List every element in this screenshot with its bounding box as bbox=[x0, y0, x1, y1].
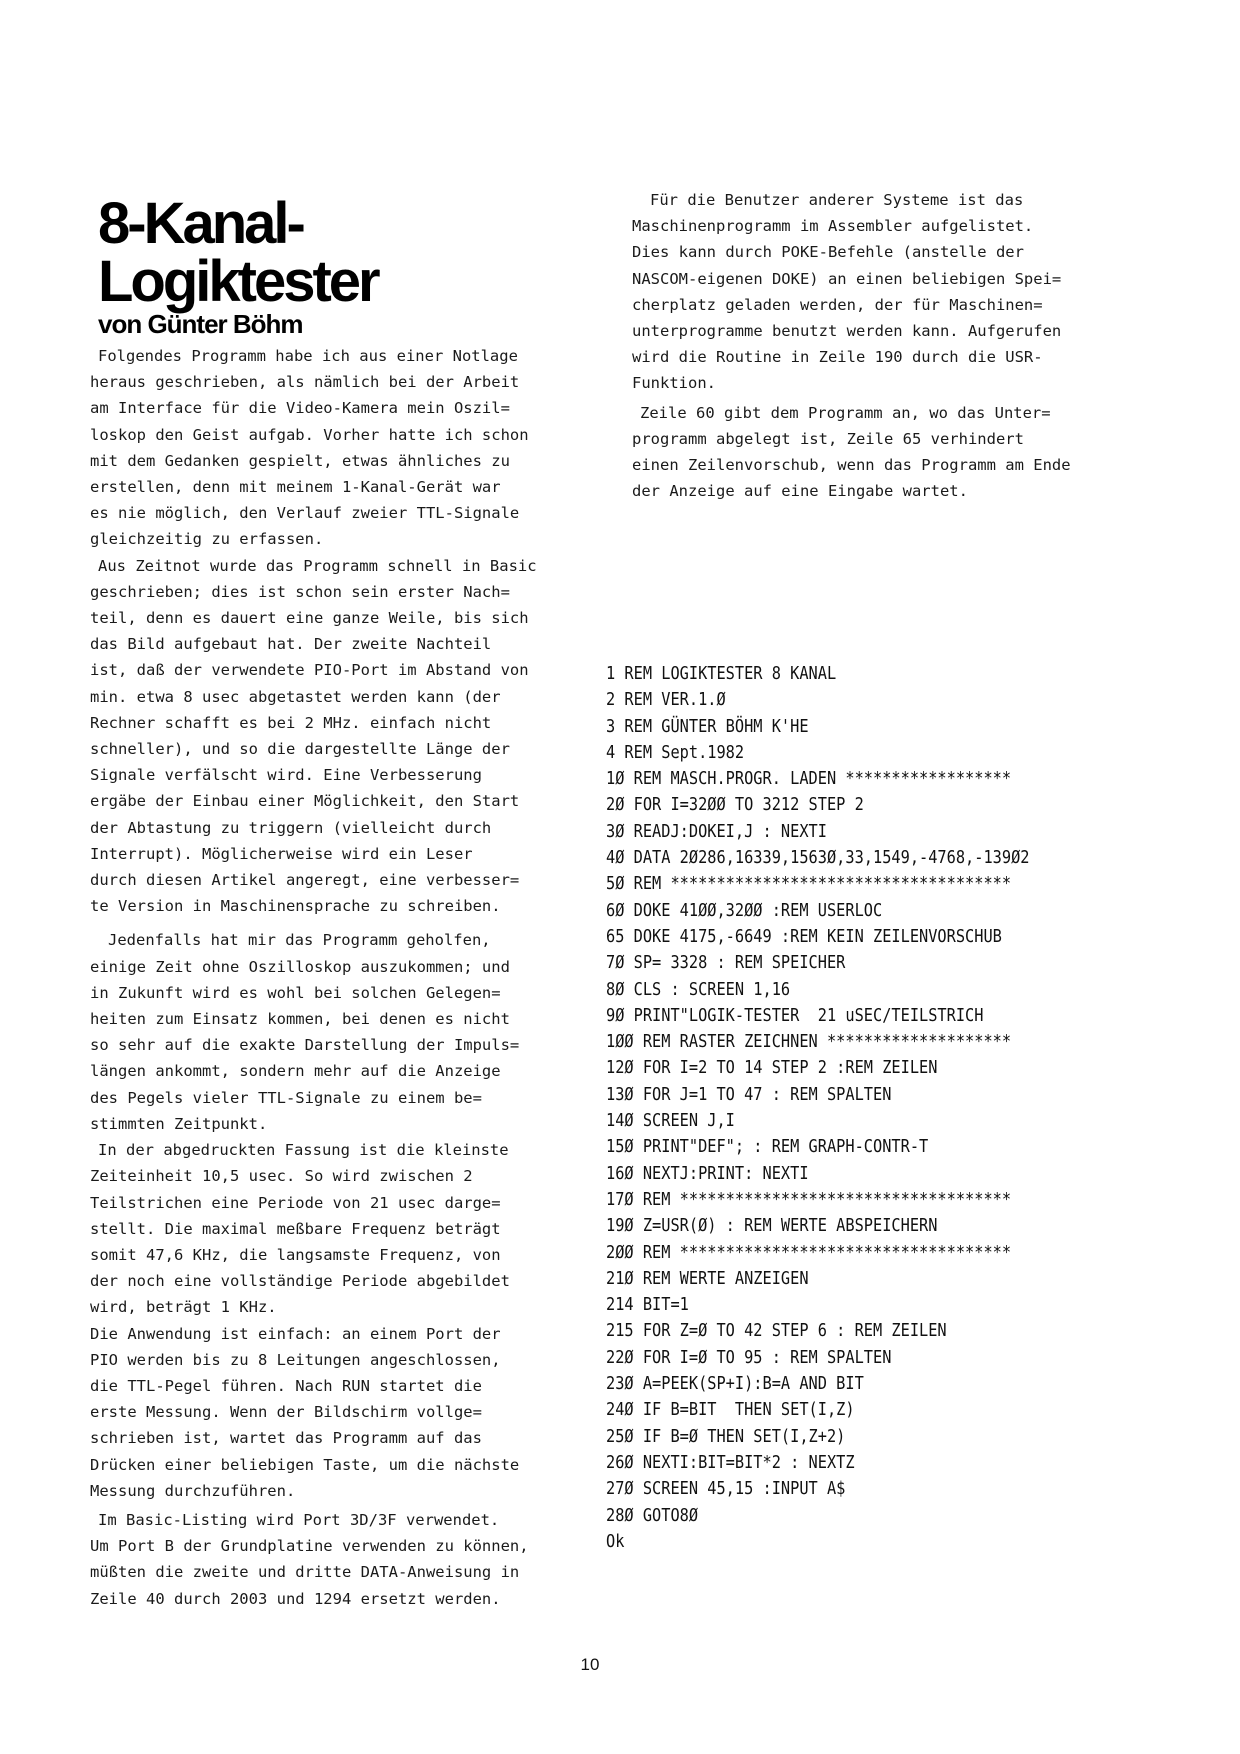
body-paragraph: Zeile 60 gibt dem Programm an, wo das Unter= programm abgelegt ist, Zeile 65 verhindert einen Zeilenvorschub, wenn das Programm am Ende der Anzeige auf eine Eingabe wartet. bbox=[632, 403, 1071, 501]
listing-line: Ok bbox=[606, 1530, 625, 1552]
article-title-line-2: Logiktester bbox=[98, 249, 378, 314]
listing-line: 3 REM GÜNTER BÖHM K'HE bbox=[606, 715, 809, 737]
listing-line: 16Ø NEXTJ:PRINT: NEXTI bbox=[606, 1162, 809, 1184]
listing-line: 13Ø FOR J=1 TO 47 : REM SPALTEN bbox=[606, 1083, 892, 1105]
listing-line: 24Ø IF B=BIT THEN SET(I,Z) bbox=[606, 1399, 855, 1421]
listing-line: 25Ø IF B=Ø THEN SET(I,Z+2) bbox=[606, 1425, 846, 1447]
listing-line: 27Ø SCREEN 45,15 :INPUT A$ bbox=[606, 1478, 846, 1500]
listing-line: 2ØØ REM ************************************ bbox=[606, 1241, 1012, 1263]
body-paragraph: Jedenfalls hat mir das Programm geholfen, einige Zeit ohne Oszilloskop auszukommen; und in Zukunft wird es wohl bei solchen Gelegen= heiten zum Einsatz kommen, bei denen es nicht so sehr auf die exakte Darstellung der Impuls= längen ankommt, sondern mehr auf die Anzeige des Pegels vieler TTL-Signale zu einem be= stimmten Zeitpunkt. bbox=[90, 931, 520, 1133]
listing-line: 1Ø REM MASCH.PROGR. LADEN ****************** bbox=[606, 768, 1012, 790]
listing-line: 65 DOKE 4175,-6649 :REM KEIN ZEILENVORSCHUB bbox=[606, 925, 1002, 947]
basic-program-listing bbox=[606, 661, 1053, 1555]
listing-line: 14Ø SCREEN J,I bbox=[606, 1110, 735, 1132]
listing-line: 4Ø DATA 2Ø286,16339,1563Ø,33,1549,-4768,-139Ø2 bbox=[606, 847, 1030, 869]
body-paragraph: Aus Zeitnot wurde das Programm schnell in Basic geschrieben; dies ist schon sein erster Nach= teil, denn es dauert eine ganze Weile, bis sich das Bild aufgebaut hat. Der zweite Nachteil ist, daß der verwendete PIO-Port im Abstand von min. etwa 8 usec abgetastet werden kann (der Rechner schafft es bei 2 MHz. einfach nicht schneller), und so die dargestellte Länge der Signale verfälscht wird. Eine Verbesserung ergäbe der Einbau einer Möglichkeit, den Start der Abtastung zu triggern (vielleicht durch Interrupt). Möglicherweise wird ein Leser durch diesen Artikel angeregt, eine verbesser= te Version in Maschinensprache zu schreiben. bbox=[90, 556, 537, 916]
right-text-column bbox=[632, 187, 1102, 504]
left-text-column bbox=[90, 343, 566, 1612]
body-paragraph: In der abgedruckten Fassung ist die kleinste Zeiteinheit 10,5 usec. So wird zwischen 2 Teilstrichen eine Periode von 21 usec darge= stellt. Die maximal meßbare Frequenz beträgt somit 47,6 KHz, die langsamste Frequenz, von der noch eine vollständige Periode abgebildet wird, beträgt 1 KHz. bbox=[90, 1141, 510, 1317]
body-paragraph: Folgendes Programm habe ich aus einer Notlage heraus geschrieben, als nämlich bei der Arbeit am Interface für die Video-Kamera mein Oszil= loskop den Geist aufgab. Vorher hatte ich schon mit dem Gedanken gespielt, etwas ähnliches zu erstellen, denn mit meinem 1-Kanal-Gerät war es nie möglich, den Verlauf zweier TTL-Signale gleichzeitig zu erfassen. bbox=[90, 347, 529, 549]
body-paragraph: Im Basic-Listing wird Port 3D/3F verwendet. Um Port B der Grundplatine verwenden zu können, müßten die zweite und dritte DATA-Anweisung in Zeile 40 durch 2003 und 1294 ersetzt werden. bbox=[90, 1510, 529, 1608]
listing-line: 3Ø READJ:DOKEI,J : NEXTI bbox=[606, 820, 827, 842]
listing-line: 1 REM LOGIKTESTER 8 KANAL bbox=[606, 663, 837, 684]
listing-line: 7Ø SP= 3328 : REM SPEICHER bbox=[606, 952, 846, 974]
body-paragraph: Für die Benutzer anderer Systeme ist das Maschinenprogramm im Assembler aufgelistet. Dies kann durch POKE-Befehle (anstelle der NASCOM-eigenen DOKE) an einen beliebigen Spei= cherplatz geladen werden, der für Maschinen= unterprogramme benutzt werden kann. Aufgerufen wird die Routine in Zeile 190 durch die USR- Funktion. bbox=[632, 191, 1062, 393]
listing-line: 17Ø REM ************************************ bbox=[606, 1188, 1012, 1210]
listing-line: 2Ø FOR I=32ØØ TO 3212 STEP 2 bbox=[606, 794, 864, 816]
article-byline: von Günter Böhm bbox=[98, 309, 303, 339]
listing-line: 23Ø A=PEEK(SP+I):B=A AND BIT bbox=[606, 1373, 864, 1395]
listing-line: 2 REM VER.1.Ø bbox=[606, 689, 726, 711]
listing-line: 4 REM Sept.1982 bbox=[606, 741, 745, 763]
listing-line: 215 FOR Z=Ø TO 42 STEP 6 : REM ZEILEN bbox=[606, 1320, 947, 1342]
page-number: 10 bbox=[580, 1655, 600, 1674]
listing-line: 12Ø FOR I=2 TO 14 STEP 2 :REM ZEILEN bbox=[606, 1057, 938, 1079]
listing-line: 8Ø CLS : SCREEN 1,16 bbox=[606, 978, 791, 1000]
article-title-line-1: 8-Kanal- bbox=[98, 191, 303, 256]
listing-line: 214 BIT=1 bbox=[606, 1294, 689, 1316]
listing-line: 22Ø FOR I=Ø TO 95 : REM SPALTEN bbox=[606, 1346, 892, 1368]
listing-line: 26Ø NEXTI:BIT=BIT*2 : NEXTZ bbox=[606, 1451, 855, 1473]
article-title bbox=[98, 191, 378, 314]
listing-line: 15Ø PRINT"DEF"; : REM GRAPH-CONTR-T bbox=[606, 1136, 929, 1158]
listing-line: 19Ø Z=USR(Ø) : REM WERTE ABSPEICHERN bbox=[606, 1215, 938, 1237]
listing-line: 28Ø GOTO8Ø bbox=[606, 1504, 699, 1526]
listing-line: 1ØØ REM RASTER ZEICHNEN ******************** bbox=[606, 1031, 1012, 1053]
listing-line: 5Ø REM ************************************* bbox=[606, 873, 1012, 895]
listing-line: 21Ø REM WERTE ANZEIGEN bbox=[606, 1267, 809, 1289]
listing-line: 9Ø PRINT"LOGIK-TESTER 21 uSEC/TEILSTRICH bbox=[606, 1004, 984, 1026]
listing-line: 6Ø DOKE 41ØØ,32ØØ :REM USERLOC bbox=[606, 899, 883, 921]
body-paragraph: Die Anwendung ist einfach: an einem Port der PIO werden bis zu 8 Leitungen angeschlossen, die TTL-Pegel führen. Nach RUN startet die erste Messung. Wenn der Bildschirm vollge= schrieben ist, wartet das Programm auf das Drücken einer beliebigen Taste, um die nächste Messung durchzuführen. bbox=[90, 1324, 520, 1500]
